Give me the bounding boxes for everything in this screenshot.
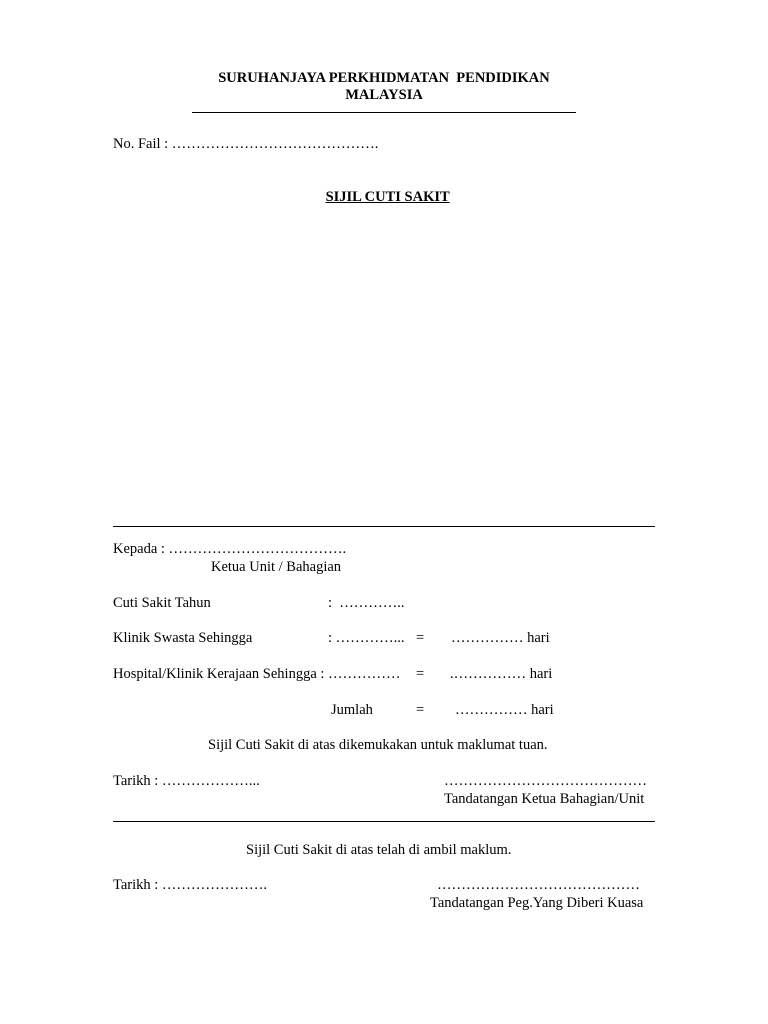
agency-name-line2: MALAYSIA xyxy=(345,87,423,103)
sick-leave-year-value: : ………….. xyxy=(328,595,405,611)
government-hospital-days: .…………… hari xyxy=(450,666,553,682)
signature-line-2: …………………………………… xyxy=(437,877,640,893)
submission-note: Sijil Cuti Sakit di atas dikemukakan untuk maklumat tuan. xyxy=(208,737,548,753)
section-divider-bottom xyxy=(113,821,655,822)
document-title xyxy=(0,172,768,206)
header-divider xyxy=(192,112,576,113)
total-equals: = xyxy=(416,702,425,718)
signature-caption-2: Tandatangan Peg.Yang Diberi Kuasa xyxy=(430,895,644,911)
private-clinic-days: …………… hari xyxy=(451,630,550,646)
acknowledgement-note: Sijil Cuti Sakit di atas telah di ambil maklum. xyxy=(246,842,512,858)
recipient-caption: Ketua Unit / Bahagian xyxy=(211,559,342,575)
recipient-field: Kepada : ………………………………. xyxy=(113,541,347,557)
total-label: Jumlah xyxy=(331,702,373,718)
section-divider-top xyxy=(113,526,655,527)
private-clinic-label: Klinik Swasta Sehingga xyxy=(113,630,253,646)
date-field-1: Tarikh : ………………... xyxy=(113,773,260,789)
date-field-2: Tarikh : …………………. xyxy=(113,877,268,893)
government-hospital-equals: = xyxy=(416,666,425,682)
private-clinic-date: : …………... xyxy=(328,630,405,646)
signature-caption-1: Tandatangan Ketua Bahagian/Unit xyxy=(444,791,645,807)
total-days: …………… hari xyxy=(455,702,554,718)
signature-line-1: …………………………………… xyxy=(444,773,647,789)
document-title-text: SIJIL CUTI SAKIT xyxy=(325,189,450,205)
agency-name-line1: SURUHANJAYA PERKHIDMATAN PENDIDIKAN xyxy=(218,70,550,86)
sick-leave-year-label: Cuti Sakit Tahun xyxy=(113,595,211,611)
file-number-field: No. Fail : ……………………………………. xyxy=(113,136,379,152)
private-clinic-equals: = xyxy=(416,630,425,646)
government-hospital-field: Hospital/Klinik Kerajaan Sehingga : …………… xyxy=(113,666,401,682)
